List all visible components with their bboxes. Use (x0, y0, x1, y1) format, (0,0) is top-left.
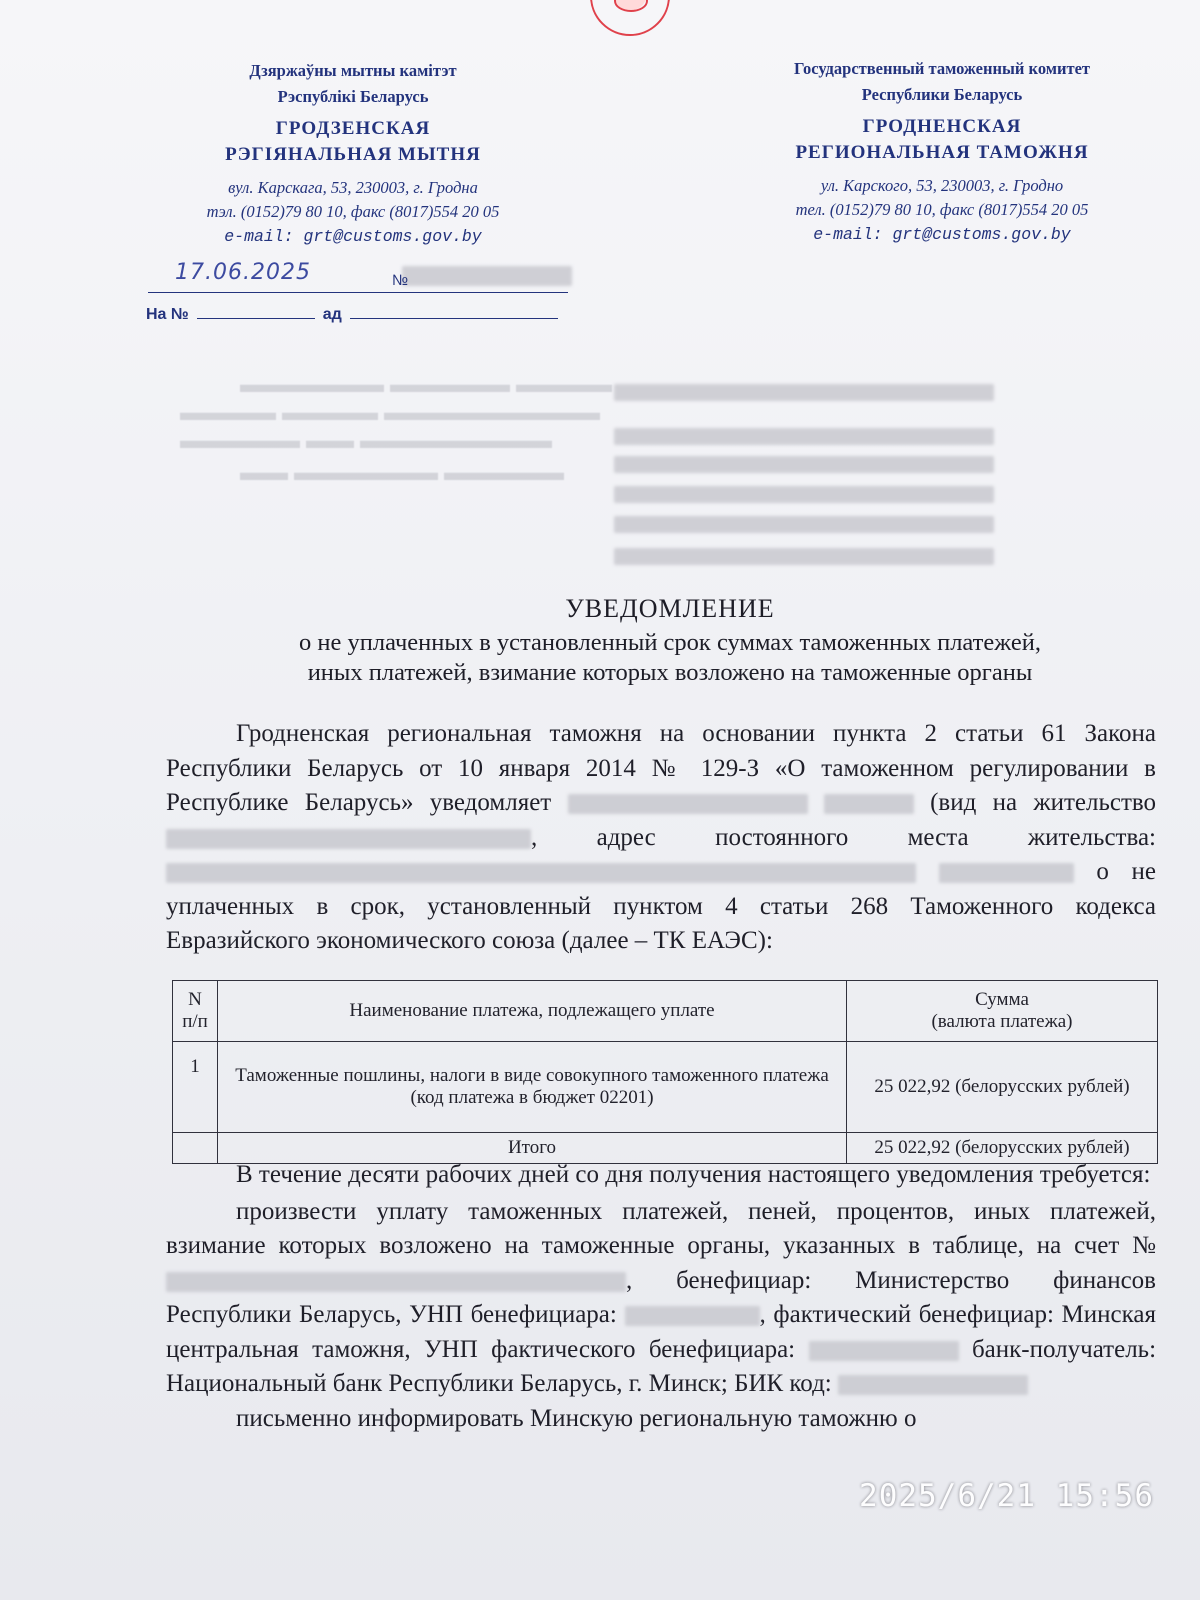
redacted-name (568, 794, 808, 814)
state-emblem-icon (590, 0, 670, 36)
requirement-text: В течение десяти рабочих дней со дня получения настоящего уведомления требуется: (236, 1161, 1151, 1188)
redacted-permit (166, 829, 531, 849)
redacted-unp (809, 1341, 959, 1361)
ref-prefix: На № (146, 306, 189, 323)
handwritten-date: 17.06.2025 (175, 260, 311, 285)
subtitle-line-2: иных платежей, взимание которых возложено на таможенные органы (307, 659, 1033, 686)
customs-name-2: РЕГИОНАЛЬНАЯ ТАМОЖНЯ (795, 142, 1089, 163)
customs-name-1: ГРОДНЕНСКАЯ (862, 116, 1022, 137)
redacted-address (166, 863, 916, 883)
phone: тел. (0152)79 80 10, факс (8017)554 20 05 (795, 200, 1089, 219)
republic-name: Рэспублікі Беларусь (277, 87, 429, 106)
requirement-paragraph (166, 1158, 1156, 1436)
col-sum-header (847, 981, 1158, 1042)
address: ул. Карского, 53, 230003, г. Гродно (820, 176, 1064, 195)
row-sum: 25 022,92 (белорусских рублей) (847, 1042, 1158, 1133)
address-label: , адрес постоянного места жительства: (531, 823, 1156, 851)
redacted-addressee (614, 486, 994, 503)
sum-header-1: Сумма (975, 989, 1029, 1010)
sum-header-2: (валюта платежа) (931, 1011, 1073, 1032)
payment-table (172, 980, 1158, 1164)
beneficiary-text: , бенефициар: Министерство финансов Республики Беларусь, УНП бенефициара: (166, 1266, 1156, 1328)
committee-name: Дзяржаўны мытны камітэт (249, 61, 457, 80)
intro-paragraph (166, 717, 1156, 959)
bank-text: банк-получатель: Национальный банк Республики Беларусь, г. Минск; БИК код: (166, 1335, 1157, 1397)
customs-name-2: РЭГІЯНАЛЬНАЯ МЫТНЯ (225, 144, 481, 165)
bleed-through: ▬▬▬▬▬ ▬▬ ▬▬▬▬▬▬▬▬ (180, 428, 552, 454)
actual-beneficiary-text: , фактический бенефициар: Минская центральная таможня, УНП фактического бенефициара: (166, 1301, 1157, 1363)
redacted-addressee (614, 548, 994, 565)
redacted-addressee (614, 516, 994, 533)
col-num-header: N п/п (173, 981, 218, 1042)
redacted-account (166, 1272, 626, 1292)
letterhead-russian (742, 54, 1142, 247)
notice-title: УВЕДОМЛЕНИЕ (565, 594, 775, 623)
email: e-mail: grt@customs.gov.by (224, 227, 482, 246)
redacted-bic (838, 1375, 1028, 1395)
residence-permit-text: (вид на жительство (930, 789, 1157, 816)
reference-line (146, 306, 558, 324)
bleed-through: ▬▬▬▬ ▬▬▬▬ ▬▬▬▬▬▬▬▬▬ (180, 400, 600, 426)
row-name: Таможенные пошлины, налоги в виде совокупного таможенного платежа (код платежа в бюджет 02201) (218, 1042, 847, 1133)
row-num: 1 (173, 1042, 218, 1133)
total-sum: 25 022,92 (белорусских рублей) (847, 1133, 1158, 1164)
address: вул. Карскага, 53, 230003, г. Гродна (228, 178, 478, 197)
redacted-addressee (614, 456, 994, 473)
unpaid-text: о не уплаченных в срок, установленный пунктом 4 статьи 268 Таможенного кодекса Евразийского экономического союза (далее – ТК ЕАЭС): (166, 858, 1156, 954)
redacted-reg-number (402, 266, 572, 286)
redacted-unp (625, 1306, 760, 1326)
republic-name: Республики Беларусь (861, 85, 1023, 104)
inform-text: письменно информировать Минскую региональную таможню о (236, 1404, 917, 1432)
payment-instruction: произвести уплату таможенных платежей, пеней, процентов, иных платежей, взимание которых возложено на таможенные органы, указанных в таблице, на счет № (166, 1197, 1156, 1259)
phone: тэл. (0152)79 80 10, факс (8017)554 20 05 (206, 202, 500, 221)
redacted-address (939, 863, 1074, 883)
subtitle-line-1: о не уплаченных в установленный срок суммах таможенных платежей, (299, 629, 1041, 656)
bleed-through: ▬▬ ▬▬▬▬▬▬ ▬▬▬▬▬ (240, 460, 564, 486)
email: e-mail: grt@customs.gov.by (813, 225, 1071, 244)
redacted-name (824, 794, 914, 814)
notice-subtitle (150, 628, 1190, 688)
redacted-addressee (614, 384, 994, 401)
customs-name-1: ГРОДЗЕНСКАЯ (275, 118, 431, 139)
committee-name: Государственный таможенный комитет (793, 59, 1091, 78)
number-sign: № (392, 272, 409, 289)
photo-timestamp: 2025/6/21 15:56 (859, 1478, 1154, 1514)
ref-mid: ад (322, 306, 342, 323)
total-label: Итого (218, 1133, 847, 1164)
table-header-row (173, 981, 1158, 1042)
letterhead-belarusian (158, 56, 548, 249)
col-name-header: Наименование платежа, подлежащего уплате (218, 981, 847, 1042)
redacted-addressee (614, 428, 994, 445)
bleed-through: ▬▬▬▬▬▬ ▬▬▬▬▬ ▬▬▬▬ (240, 372, 612, 398)
intro-text: Гродненская региональная таможня на основании пункта 2 статьи 61 Закона Республики Беларусь от 10 января 2014 № 129-З «О таможенном регулировании в Республике Беларусь» уведомляет (166, 720, 1156, 816)
table-row (173, 1042, 1158, 1133)
